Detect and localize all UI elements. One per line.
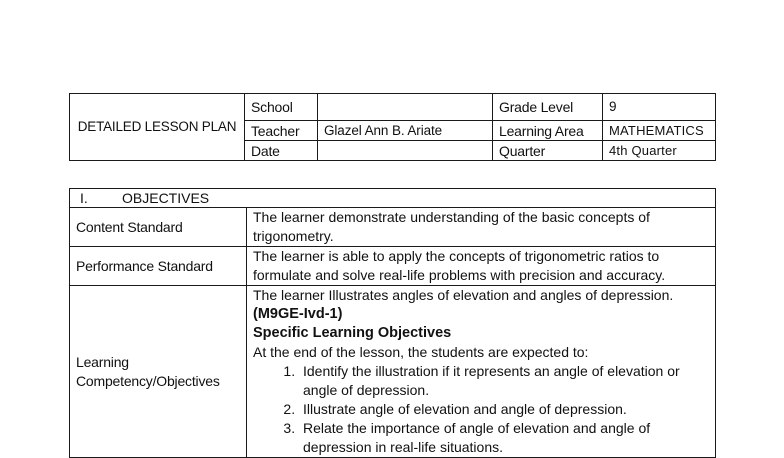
learning-area-label: Learning Area [493, 121, 603, 141]
competency-code: (M9GE-Ivd-1) [253, 306, 343, 322]
competency-row [70, 286, 716, 458]
content-standard-text: The learner demonstrate understanding of the basic concepts of trigonometry. [247, 208, 716, 247]
list-item: 1. Identify the illustration if it represents an angle of elevation or angle of depression. [299, 362, 709, 400]
objectives-section-row [70, 189, 716, 208]
lesson-plan-header-table [69, 93, 716, 161]
teacher-value: Glazel Ann B. Ariate [318, 121, 493, 141]
grade-level-label: Grade Level [493, 94, 603, 121]
objectives-list [253, 362, 709, 457]
date-value [318, 141, 493, 161]
quarter-value: 4th Quarter [603, 141, 716, 161]
competency-label: Learning Competency/Objectives [70, 286, 247, 458]
learning-area-value: MATHEMATICS [603, 121, 716, 141]
date-label: Date [245, 141, 318, 161]
header-row-school [70, 94, 716, 121]
competency-cell [247, 286, 716, 458]
content-standard-label: Content Standard [70, 208, 247, 247]
list-item: 3. Relate the importance of angle of elevation and angle of depression in real-life situations. [299, 419, 709, 457]
content-standard-row [70, 208, 716, 247]
teacher-label: Teacher [245, 121, 318, 141]
objectives-lead-text: At the end of the lesson, the students are expected to: [253, 344, 589, 360]
list-item: 2. Illustrate angle of elevation and angle of depression. [299, 400, 709, 419]
objectives-table [69, 188, 716, 458]
performance-standard-label: Performance Standard [70, 247, 247, 286]
section-number: I. [80, 189, 88, 206]
grade-level-value: 9 [603, 94, 716, 121]
performance-standard-text: The learner is able to apply the concepts of trigonometric ratios to formulate and solve real-life problems with precision and accuracy. [247, 247, 716, 286]
section-title: OBJECTIVES [122, 189, 210, 206]
performance-standard-row [70, 247, 716, 286]
quarter-label: Quarter [493, 141, 603, 161]
plan-title: DETAILED LESSON PLAN [70, 94, 245, 161]
specific-objectives-heading: Specific Learning Objectives [253, 325, 452, 341]
section-heading [70, 189, 716, 208]
school-label: School [245, 94, 318, 121]
competency-intro: The learner Illustrates angles of elevation and angles of depression. [253, 287, 674, 303]
school-value [318, 94, 493, 121]
